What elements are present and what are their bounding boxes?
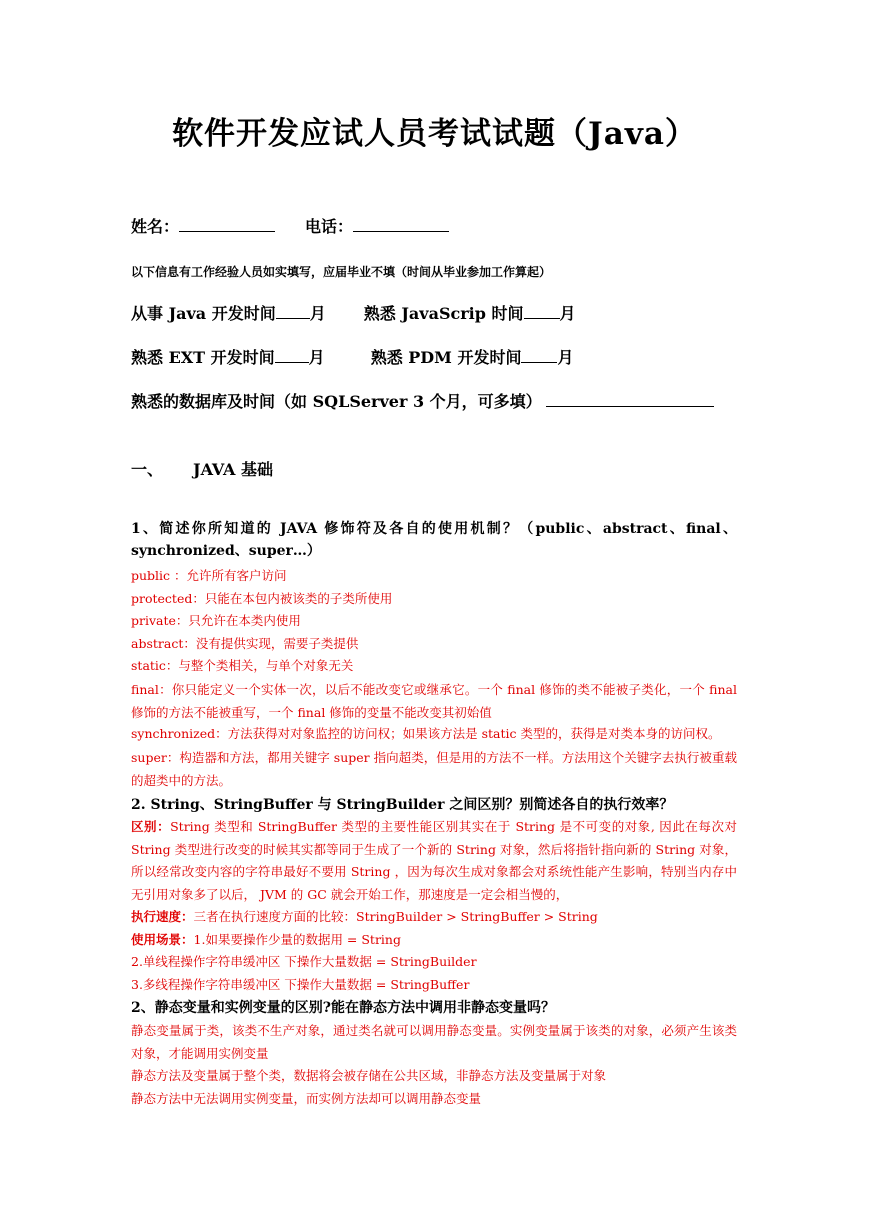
month-label: 月	[308, 348, 325, 367]
answer-line: private：只允许在本类内使用	[131, 613, 301, 628]
ext-time-blank[interactable]	[275, 347, 309, 363]
question-3: 2、静态变量和实例变量的区别?能在静态方法中调用非静态变量吗？	[131, 1000, 555, 1016]
ext-time-label: 熟悉 EXT 开发时间	[131, 348, 275, 367]
js-time-blank[interactable]	[524, 303, 560, 319]
name-blank[interactable]	[179, 216, 275, 232]
java-time-blank[interactable]	[276, 303, 310, 319]
month-label: 月	[557, 348, 574, 367]
experience-row-1	[131, 301, 576, 324]
answer-line: synchronized：方法获得对对象监控的访问权；如果该方法是 static 类型的，获得是对类本身的访问权。	[131, 726, 721, 741]
pdm-time-blank[interactable]	[521, 347, 557, 363]
answer-line: 2.单线程操作字符串缓冲区 下操作大量数据 = StringBuilder	[131, 954, 477, 969]
answer-line: final：你只能定义一个实体一次，以后不能改变它或继承它。一个 final 修饰的类不能被子类化，一个 final 修饰的方法不能被重写，一个 final 修饰的变量不能改变其初始值	[131, 682, 737, 720]
answer-line	[131, 930, 401, 948]
answer-line	[131, 907, 598, 925]
question-2: 2. String、StringBuffer 与 StringBuilder 之间区别？别简述各自的执行效率？	[131, 797, 674, 813]
diff-label: 区别：	[131, 819, 171, 834]
speed-text: 三者在执行速度方面的比较：StringBuilder > StringBuffer > String	[193, 909, 598, 924]
answer-line: abstract：没有提供实现，需要子类提供	[131, 636, 359, 651]
java-time-label: 从事 Java 开发时间	[131, 304, 276, 323]
experience-note: 以下信息有工作经验人员如实填写，应届毕业不填（时间从毕业参加工作算起）	[131, 265, 552, 279]
month-label: 月	[309, 304, 326, 323]
name-phone-row	[131, 214, 449, 237]
answer-paragraph	[131, 816, 737, 906]
answer-line: 静态方法及变量属于整个类，数据将会被存储在公共区域，非静态方法及变量属于对象	[131, 1068, 607, 1083]
answer-line: 静态方法中无法调用实例变量，而实例方法却可以调用静态变量	[131, 1091, 482, 1106]
usage-label: 使用场景：	[131, 932, 194, 947]
experience-row-2	[131, 345, 573, 368]
question-1: 1、简述你所知道的 JAVA 修饰符及各自的使用机制？（public、abstract、final、synchronized、super…）	[131, 521, 737, 559]
section-number: 一、	[131, 460, 164, 479]
database-row	[131, 389, 714, 412]
answer-line: protected：只能在本包内被该类的子类所使用	[131, 591, 393, 606]
month-label: 月	[559, 304, 576, 323]
db-time-label: 熟悉的数据库及时间（如 SQLServer 3 个月，可多填）	[131, 392, 542, 411]
section-title: JAVA 基础	[193, 460, 273, 479]
phone-label: 电话：	[305, 217, 354, 236]
answer-line: public ：允许所有客户访问	[131, 568, 287, 583]
usage-text: 1.如果要操作少量的数据用 = String	[193, 932, 401, 947]
js-time-label: 熟悉 JavaScrip 时间	[363, 304, 524, 323]
answer-line: super：构造器和方法，都用关键字 super 指向超类，但是用的方法不一样。方法用这个关键字去执行被重载的超类中的方法。	[131, 750, 737, 788]
phone-blank[interactable]	[353, 216, 449, 232]
section-heading	[131, 457, 273, 480]
answer-line: static：与整个类相关，与单个对象无关	[131, 658, 354, 673]
db-time-blank[interactable]	[546, 391, 714, 407]
answer-line: 3.多线程操作字符串缓冲区 下操作大量数据 = StringBuffer	[131, 977, 470, 992]
speed-label: 执行速度：	[131, 909, 194, 924]
pdm-time-label: 熟悉 PDM 开发时间	[370, 348, 522, 367]
name-label: 姓名：	[131, 217, 180, 236]
diff-text: String 类型和 StringBuffer 类型的主要性能区别其实在于 String 是不可变的对象, 因此在每次对 String 类型进行改变的时候其实都等同于生成了一个新的 String 对象，然后将指针指向新的 String 对象，所以经常改变内容的字符串最好不要用 String ，因为每次生成对象都会对系统性能产生影响，特别当内存中无引用对象多了以后， JVM 的 GC 就会开始工作，那速度是一定会相当慢的，	[131, 819, 737, 902]
answer-line: 静态变量属于类，该类不生产对象，通过类名就可以调用静态变量。实例变量属于该类的对象，必须产生该类对象，才能调用实例变量	[131, 1023, 737, 1061]
page-title: 软件开发应试人员考试试题（Java）	[172, 116, 697, 152]
